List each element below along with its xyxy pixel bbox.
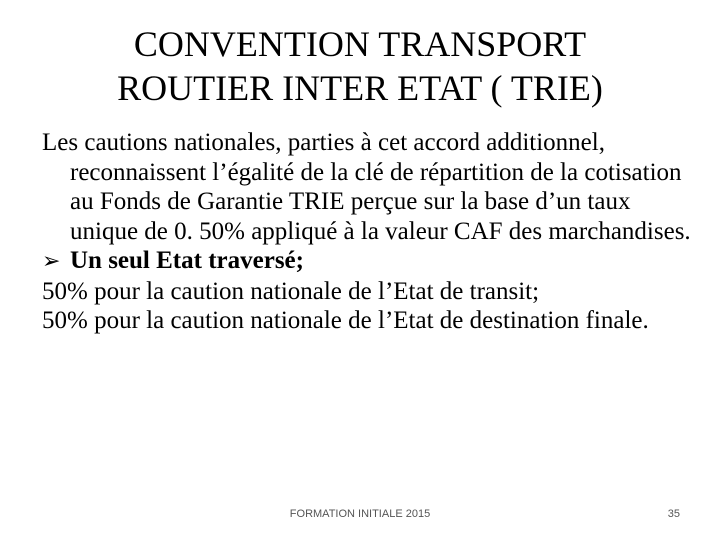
slide-title-line-1: CONVENTION TRANSPORT xyxy=(133,24,587,64)
slide-title-line-2: ROUTIER INTER ETAT ( TRIE) xyxy=(117,68,603,108)
slide-body xyxy=(42,128,702,336)
bullet-item-label: Un seul Etat traversé; xyxy=(70,247,304,274)
footer-text: FORMATION INITIALE 2015 xyxy=(289,508,431,520)
bullet-item-single-state xyxy=(42,246,702,277)
body-paragraph-destination: 50% pour la caution nationale de l’Etat de destination finale. xyxy=(42,307,649,334)
arrow-bullet-icon: ➢ xyxy=(42,249,61,274)
page-number: 35 xyxy=(667,508,680,520)
body-paragraph-intro: Les cautions nationales, parties à cet accord additionnel, reconnaissent l’égalité de la clé de répartition de la cotisation au Fonds de Garantie TRIE perçue sur la base d’un taux unique de 0. 50% appliqué à la valeur CAF des marchandises. xyxy=(42,129,691,245)
slide-title xyxy=(0,22,720,110)
body-paragraph-transit: 50% pour la caution nationale de l’Etat de transit; xyxy=(42,277,540,305)
